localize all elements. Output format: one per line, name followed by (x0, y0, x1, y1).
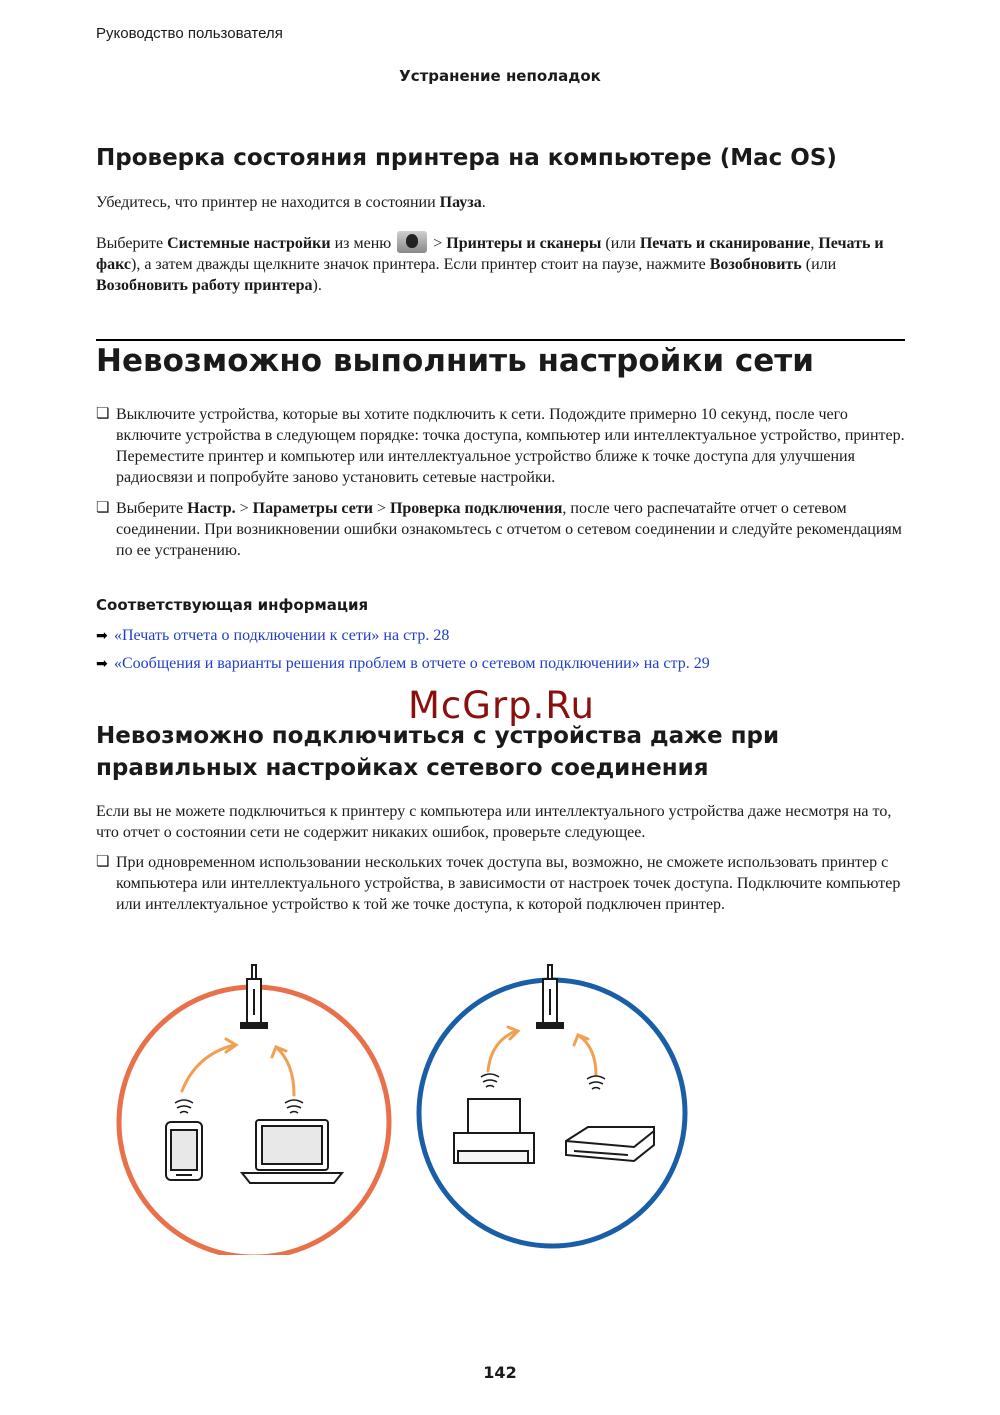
wifi-icon-left-2 (285, 1100, 303, 1113)
access-point-illustration (96, 955, 716, 1255)
access-point-icon-right (537, 965, 563, 1028)
section-header: Устранение неполадок (399, 67, 601, 85)
related-info-heading: Соответствующая информация (96, 596, 369, 614)
cannot-connect-intro: Если вы не можете подключиться к принтеру с компьютера или интеллектуального устройства даже несмотря на то, что отчет о состоянии сети не содержит никаких ошибок, проверьте следующее. (96, 803, 892, 841)
wifi-arrow-left-2 (272, 1047, 294, 1095)
list-item: ❏ При одновременном использовании нескольких точек доступа вы, возможно, не сможете использовать принтер с компьютера или интеллектуального устройства, в зависимости от настроек точек доступа. Подключите компьютер или интеллектуальное устройство к той же точке доступа, к которой подключен принтер. (96, 854, 901, 913)
cannot-connect-heading: Невозможно подключиться с устройства даже при правильных настройках сетевого соединения (96, 723, 780, 781)
list-item: ❏ Выключите устройства, которые вы хотите подключить к сети. Подождите примерно 10 секунд, после чего включите устройства в следующем порядке: точка доступа, компьютер или интеллектуальное устройство, принтер. Переместите принтер и компьютер или интеллектуальное устройство ближе к точке доступа для улучшения радиосвязи и попробуйте заново установить сетевые настройки. (96, 406, 905, 486)
smartphone-icon (166, 1122, 202, 1180)
select-settings-paragraph: Выберите Системные настройки из меню > Принтеры и сканеры (или Печать и сканирование, Печать и факс), а затем дважды щелкните значок принтера. Если принтер стоит на паузе, нажмите Возобновить (или Возобновить работу принтера). (96, 231, 906, 296)
wifi-icon-left-1 (175, 1100, 193, 1113)
wifi-arrow-right-2 (574, 1035, 596, 1075)
checkbox-bullet-icon: ❏ (96, 406, 110, 422)
wifi-icon-right-2 (587, 1076, 605, 1089)
watermark: McGrp.Ru (408, 684, 595, 727)
arrow-right-icon: ➡ (96, 656, 108, 672)
printer-icon (454, 1099, 534, 1163)
pause-paragraph: Убедитесь, что принтер не находится в состоянии Пауза. (96, 194, 486, 211)
checkbox-bullet-icon: ❏ (96, 500, 110, 516)
apple-menu-icon (397, 231, 427, 253)
arrow-right-icon: ➡ (96, 628, 108, 644)
network-settings-heading: Невозможно выполнить настройки сети (96, 343, 814, 379)
link-report-messages[interactable]: «Сообщения и варианты решения проблем в отчете о сетевом подключении» на стр. 29 (114, 655, 710, 672)
wifi-arrow-right-1 (488, 1027, 518, 1071)
mac-status-heading: Проверка состояния принтера на компьютере (Mac OS) (96, 145, 837, 171)
access-point-icon-left (241, 965, 267, 1028)
related-link-row (96, 625, 916, 647)
link-network-report[interactable]: «Печать отчета о подключении к сети» на стр. 28 (114, 627, 450, 644)
checkbox-bullet-icon: ❏ (96, 854, 110, 870)
section-rule (96, 339, 905, 341)
list-item: ❏ Выберите Настр. > Параметры сети > Проверка подключения, после чего распечатайте отчет о сетевом соединении. При возникновении ошибки ознакомьтесь с отчетом о сетевом соединении и следуйте рекомендациям по ее устранению. (96, 500, 902, 559)
running-header: Руководство пользователя (96, 25, 283, 42)
wifi-icon-right-1 (481, 1074, 499, 1087)
laptop-icon (242, 1120, 342, 1183)
related-link-row (96, 653, 916, 675)
page-number: 142 (483, 1363, 517, 1382)
scanner-icon (566, 1127, 654, 1161)
wifi-arrow-left-1 (182, 1039, 236, 1091)
